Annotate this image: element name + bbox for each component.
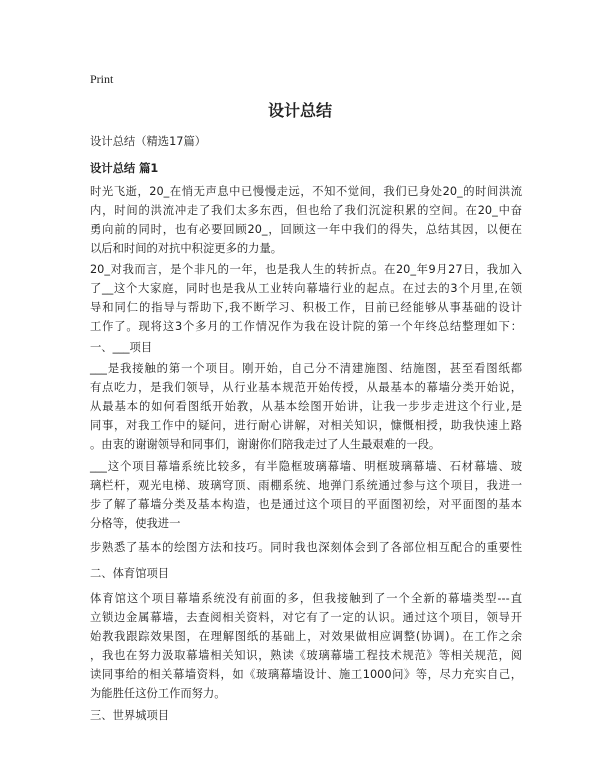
paragraph-line: ，我也在努力汲取幕墙相关知识，熟读《玻璃幕墙工程技术规范》等相关规范，阅 (90, 649, 522, 662)
subsection-heading: 二、体育馆项目 (90, 567, 170, 580)
paragraph-line: 。由衷的谢谢领导和同事们，谢谢你们陪我走过了人生最艰难的一段。 (90, 438, 441, 451)
page-title: 设计总结 (267, 101, 332, 120)
paragraph-line: 为能胜任这份工作而努力。 (90, 687, 226, 700)
paragraph-line: ___是我接触的第一个项目。刚开始，自己分不清建施图、结施图，甚至看图纸都 (90, 362, 522, 375)
paragraph-line: 了__这个大家庭，同时也是我从工业转向幕墙行业的起点。在过去的3个月里,在领 (90, 282, 522, 295)
paragraph-line: 时光飞逝，20_在悄无声息中已慢慢走远，不知不觉间，我们已身处20_的时间洪流 (90, 185, 522, 198)
paragraph-line: 同事，对我工作中的疑问，进行耐心讲解，对相关知识，慷慨相授，助我快速上路 (90, 419, 522, 432)
section-heading: 设计总结 篇1 (90, 162, 159, 175)
paragraph-line: 璃栏杆，观光电梯、玻璃穹顶、雨棚系统、地弹门系统通过参与这个项目，我进一 (90, 479, 522, 492)
paragraph-line: 勇向前的同时，也有必要回顾20_，回顾这一年中我们的得失，总结其因，以便在 (90, 223, 522, 236)
paragraph-line: 导和同仁的指导与帮助下,我不断学习、积极工作，目前已经能够从事基础的设计 (90, 301, 522, 314)
paragraph-line: ___这个项目幕墙系统比较多，有半隐框玻璃幕墙、明框玻璃幕墙、石材幕墙、玻 (90, 460, 522, 473)
subsection-heading: 三、世界城项目 (90, 709, 170, 722)
paragraph-line: 以后和时间的对抗中积淀更多的力量。 (90, 242, 283, 255)
document-subtitle: 设计总结（精选17篇） (90, 135, 207, 148)
paragraph-line: 步了解了幕墙分类及基本构造，也是通过这个项目的平面图初绘，对平面图的基本 (90, 498, 522, 511)
paragraph-line: 分格等，使我进一 (90, 517, 181, 530)
paragraph-line: 始教我跟踪效果图，在理解图纸的基础上，对效果做相应调整(协调)。在工作之余 (90, 630, 522, 643)
paragraph-line: 内，时间的洪流冲走了我们太多东西，但也给了我们沉淀积累的空间。在20_中奋 (90, 204, 522, 217)
paragraph-line: 工作了。现将这3个多月的工作情况作为我在设计院的第一个年终总结整理如下： (90, 320, 522, 333)
print-link[interactable]: Print (90, 72, 114, 86)
paragraph-line: 从最基本的如何看图纸开始教，从基本绘图开始讲，让我一步步走进这个行业,是 (90, 400, 522, 413)
paragraph-line: 读同事给的相关幕墙资料，如《玻璃幕墙设计、施工1000问》等，尽力充实自己， (90, 668, 522, 681)
paragraph-line: 步熟悉了基本的绘图方法和技巧。同时我也深刻体会到了各部位相互配合的重要性 (90, 541, 522, 554)
paragraph-line: 20_对我而言，是个非凡的一年，也是我人生的转折点。在20_年9月27日，我加入 (90, 263, 522, 276)
paragraph-line: 有点吃力，是我们领导，从行业基本规范开始传授，从最基本的幕墙分类开始说， (90, 381, 522, 394)
paragraph-line: 立锁边金属幕墙，去查阅相关资料，对它有了一定的认识。通过这个项目，领导开 (90, 611, 522, 624)
paragraph-line: 体育馆这个项目幕墙系统没有前面的多，但我接触到了一个全新的幕墙类型---直 (90, 592, 522, 605)
subsection-heading: 一、___项目 (90, 341, 153, 354)
